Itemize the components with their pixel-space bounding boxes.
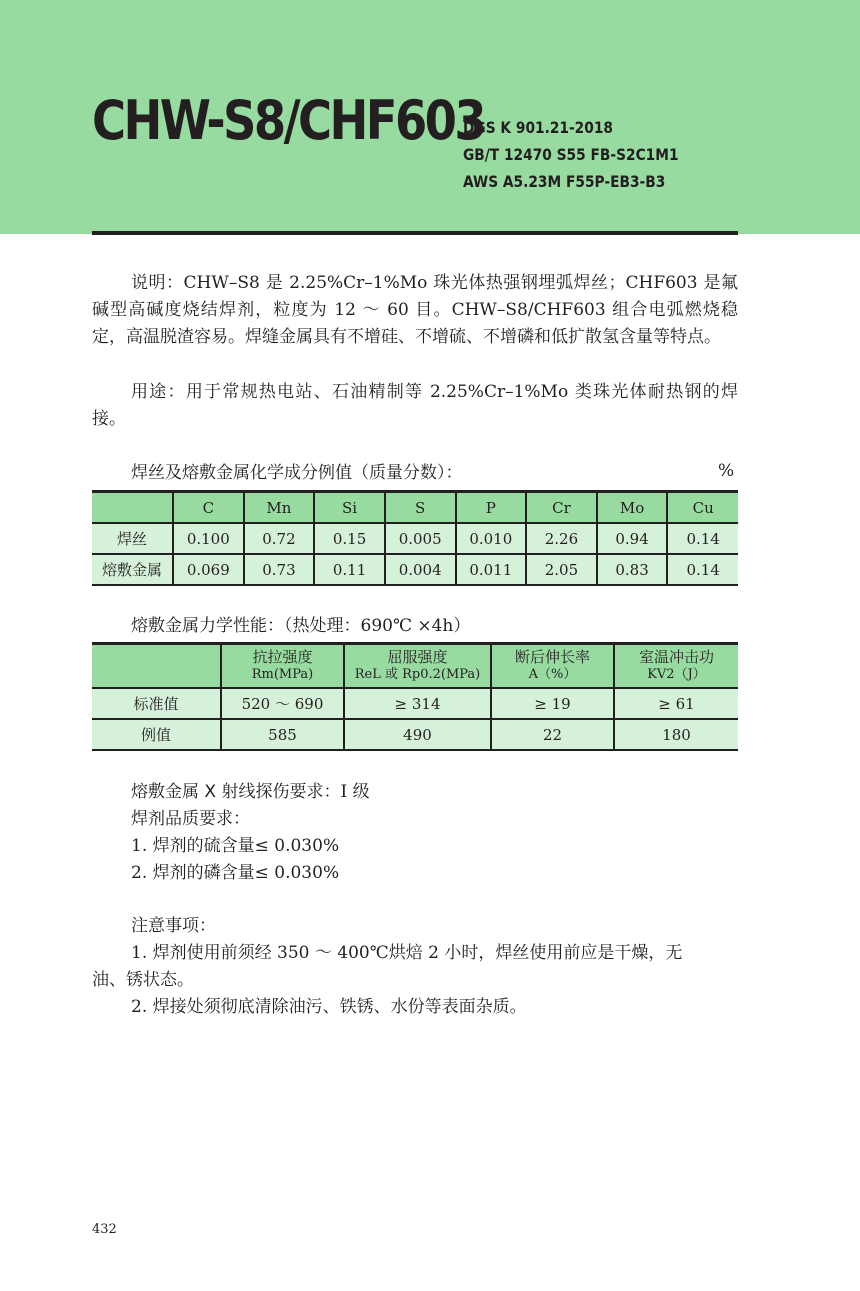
mech-header-cell: 屈服强度 ReL 或 Rp0.2(MPa) [344,644,491,689]
row-label: 例值 [92,719,221,750]
header-banner [0,0,860,234]
mech-header-cell: 室温冲击功 KV2（J） [614,644,738,689]
table-cell: 0.72 [244,523,315,554]
standard-aws: AWS A5.23M F55P-EB3-B3 [463,172,666,191]
notes-item-1: 1. 焊剂使用前须经 350 ～ 400℃烘焙 2 小时，焊丝使用前应是干燥，无 [131,943,683,963]
table-cell: ≥ 19 [491,688,614,719]
row-label: 熔敷金属 [92,554,173,585]
chem-header-cell: C [173,492,244,524]
flux-quality-item: 1. 焊剂的硫含量≤ 0.030% [131,836,340,856]
chem-header-cell: S [385,492,456,524]
mech-header-cell: 断后伸长率 A（%） [491,644,614,689]
usage-label: 用途： [131,382,186,402]
standard-dgs: DGS K 901.21-2018 [463,118,613,137]
page-number: 432 [92,1222,117,1237]
table-cell: 0.73 [244,554,315,585]
table-row [92,554,738,585]
description-label: 说明： [131,273,184,293]
chem-header-cell: Mo [597,492,668,524]
table-cell: 0.15 [314,523,385,554]
header-rule [92,231,738,235]
chem-unit: % [718,461,735,481]
table-cell: 0.011 [456,554,527,585]
table-cell: 0.14 [667,554,738,585]
standards-list [463,114,679,195]
mech-table [92,642,738,751]
notes-item-1-cont: 油、锈状态。 [92,970,194,990]
usage-paragraph [92,379,738,433]
chem-header-cell: Si [314,492,385,524]
table-cell: 0.83 [597,554,668,585]
chem-header-cell: P [456,492,527,524]
table-cell: 0.005 [385,523,456,554]
table-cell: 2.26 [526,523,597,554]
table-cell: 585 [221,719,344,750]
description-text: CHW–S8 是 2.25%Cr–1%Mo 珠光体热强钢埋弧焊丝；CHF603 是氟碱型高碱度烧结焊剂，粒度为 12 ～ 60 目。CHW–S8/CHF603 组合电弧燃烧稳定，高温脱渣容易。焊缝金属具有不增硅、不增硫、不增磷和低扩散氢含量等特点。 [92,273,738,347]
notes-label: 注意事项： [131,916,216,936]
chem-header-cell [92,492,173,524]
table-row [92,688,738,719]
notes-item-2: 2. 焊接处须彻底清除油污、铁锈、水份等表面杂质。 [131,997,527,1017]
mech-header-cell [92,644,221,689]
flux-quality-label: 焊剂品质要求： [131,809,250,829]
table-cell: 0.100 [173,523,244,554]
usage-text: 用于常规热电站、石油精制等 2.25%Cr–1%Mo 类珠光体耐热钢的焊接。 [92,382,739,429]
table-cell: 520 ～ 690 [221,688,344,719]
table-cell: 0.11 [314,554,385,585]
table-cell: 22 [491,719,614,750]
description-paragraph [92,270,738,351]
mech-header-row [92,644,738,689]
chem-table [92,490,738,586]
table-cell: 2.05 [526,554,597,585]
xray-requirement: 熔敷金属 X 射线探伤要求：I 级 [131,782,370,802]
table-cell: 180 [614,719,738,750]
heat-treatment: （热处理：690℃ ×4h） [284,616,471,636]
chem-header-row [92,492,738,524]
table-cell: 0.004 [385,554,456,585]
table-cell: 0.069 [173,554,244,585]
table-row [92,719,738,750]
table-cell: 0.010 [456,523,527,554]
table-row [92,523,738,554]
table-cell: ≥ 314 [344,688,491,719]
table-cell: ≥ 61 [614,688,738,719]
table-cell: 490 [344,719,491,750]
flux-quality-item: 2. 焊剂的磷含量≤ 0.030% [131,863,340,883]
mech-header-cell: 抗拉强度 Rm(MPa) [221,644,344,689]
standard-gbt: GB/T 12470 S55 FB-S2C1M1 [463,145,679,164]
chem-heading: 焊丝及熔敷金属化学成分例值（质量分数）： [131,463,463,483]
chem-header-cell: Cu [667,492,738,524]
mech-heading: 熔敷金属力学性能：（热处理：690℃ ×4h） [131,616,471,636]
chem-header-cell: Mn [244,492,315,524]
row-label: 标准值 [92,688,221,719]
table-cell: 0.94 [597,523,668,554]
page-title: CHW-S8/CHF603 [92,89,485,152]
row-label: 焊丝 [92,523,173,554]
table-cell: 0.14 [667,523,738,554]
chem-header-cell: Cr [526,492,597,524]
